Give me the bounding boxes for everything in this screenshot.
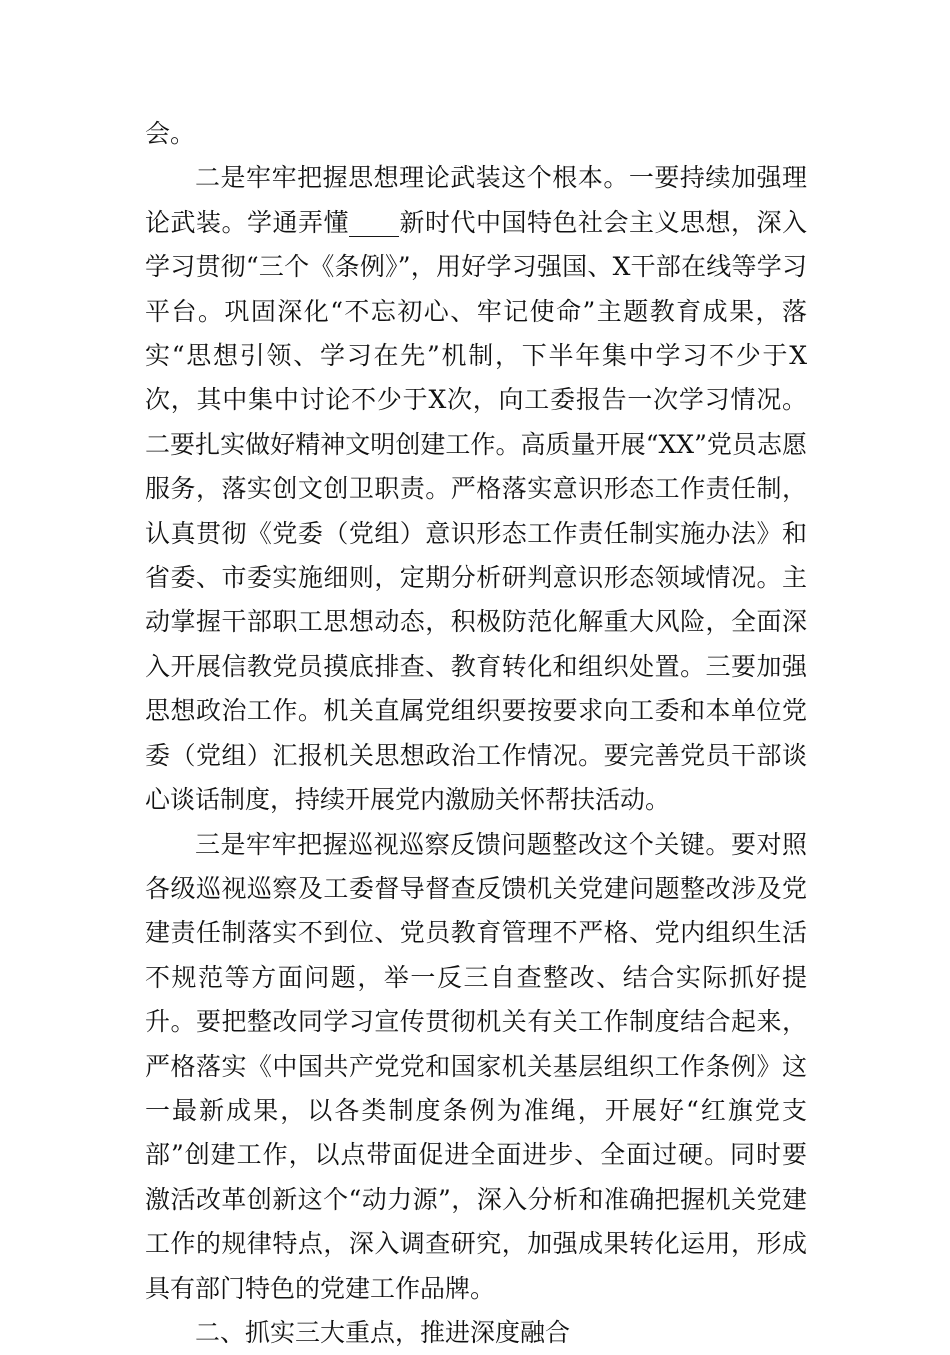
paragraph-inspection-rectification: 三是牢牢把握巡视巡察反馈问题整改这个关键。要对照各级巡视巡察及工委督导督查反馈机关党建问题整改涉及党建责任制落实不到位、党员教育管理不严格、党内组织生活不规范等方面问题，举一反三自查整改、结合实际抓好提升。要把整改同学习宣传贯彻机关有关工作制度结合起来，严格落实《中国共产党党和国家机关基层组织工作条例》这一最新成果，以各类制度条例为准绳，开展好“红旗党支部”创建工作，以点带面促进全面进步、全面过硬。同时要激活改革创新这个“动力源”，深入分析和准确把握机关党建工作的规律特点，深入调查研究，加强成果转化运用，形成具有部门特色的党建工作品牌。 [145,829,807,1303]
paragraph-continuation: 会。 [145,119,196,148]
document-page [145,112,807,1355]
paragraph-theory-arming: 二是牢牢把握思想理论武装这个根本。一要持续加强理论武装。学通弄懂____新时代中国特色社会主义思想，深入学习贯彻“三个《条例》”，用好学习强国、X干部在线等学习平台。巩固深化“不忘初心、牢记使命”主题教育成果，落实“思想引领、学习在先”机制，下半年集中学习不少于X次，其中集中讨论不少于X次，向工委报告一次学习情况。二要扎实做好精神文明创建工作。高质量开展“XX”党员志愿服务，落实创文创卫职责。严格落实意识形态工作责任制，认真贯彻《党委（党组）意识形态工作责任制实施办法》和省委、市委实施细则，定期分析研判意识形态领域情况。主动掌握干部职工思想动态，积极防范化解重大风险，全面深入开展信教党员摸底排查、教育转化和组织处置。三要加强思想政治工作。机关直属党组织要按要求向工委和本单位党委（党组）汇报机关思想政治工作情况。要完善党员干部谈心谈话制度，持续开展党内激励关怀帮扶活动。 [145,163,807,815]
section-heading: 二、抓实三大重点，推进深度融合 [195,1317,571,1347]
